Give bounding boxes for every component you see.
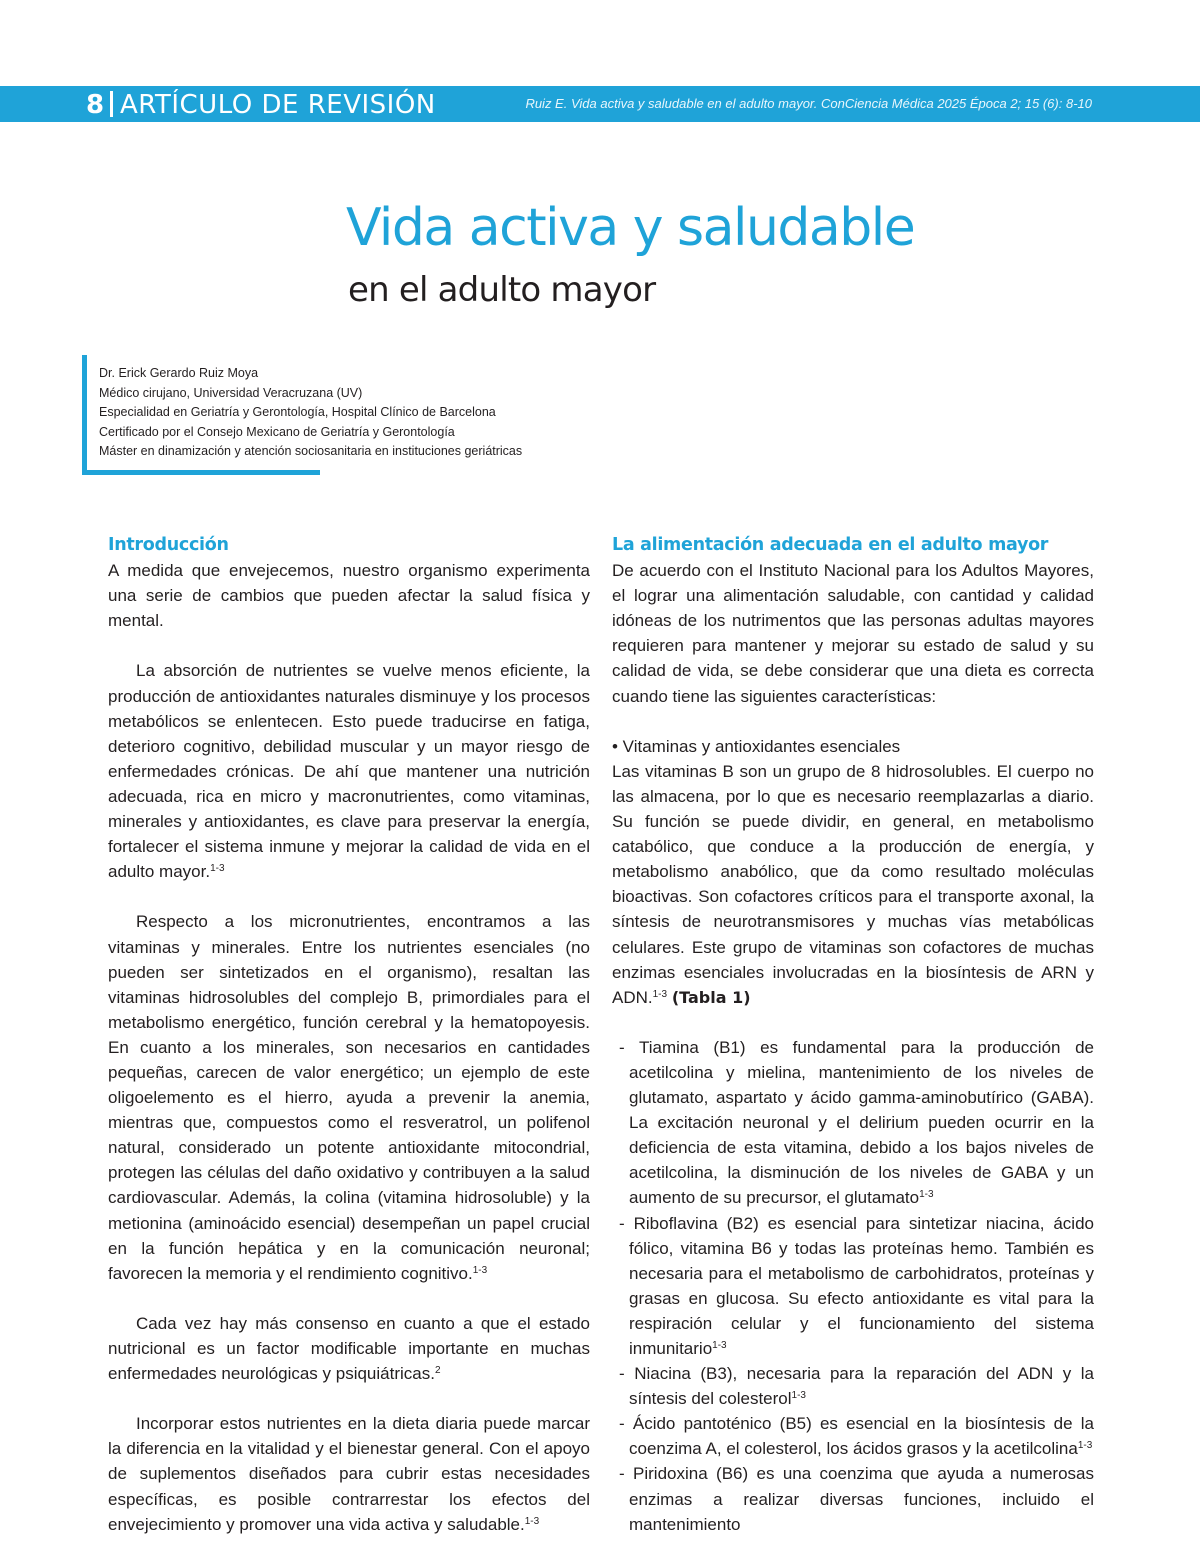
list-item-text: Riboflavina (B2) es esencial para sintetizar niacina, ácido fólico, vitamina B6 y todas las proteínas hemo. También es necesaria para el metabolismo de carbohidratos, proteínas y grasas en glucosa. Su efecto antioxidante es vital para la respiración celular y el funcionamiento del sistema inmunitario [629,1213,1094,1358]
left-column [108,533,590,1537]
section-heading-intro: Introducción [108,535,229,555]
list-item [612,1211,1094,1362]
section-heading-nutrition: La alimentación adecuada en el adulto mayor [612,535,1049,555]
author-name: Dr. Erick Gerardo Ruiz Moya [99,366,259,380]
paragraph-text: Las vitaminas B son un grupo de 8 hidrosolubles. El cuerpo no las almacena, por lo que es necesario reemplazarlas a diario. Su función se puede dividir, en general, en metabolismo catabólico, que conduce a la producción de energía, y metabolismo anabólico, que da como resultado moléculas bioactivas. Son cofactores críticos para el transporte axonal, la síntesis de neurotransmisores y muchas vías metabólicas celulares. Este grupo de vitaminas son cofactores de muchas enzimas esenciales involucradas en la biosíntesis de ARN y ADN. [612,761,1094,1007]
author-credential: Médico cirujano, Universidad Veracruzana (UV) [99,385,363,400]
author-block [99,364,522,462]
right-column [612,533,1094,1537]
citation-ref: 1-3 [1077,1440,1093,1452]
author-credential: Certificado por el Consejo Mexicano de Geriatría y Gerontología [99,424,455,439]
bullet-item: • Vitaminas y antioxidantes esenciales [612,736,901,756]
author-accent-underline [82,470,320,475]
list-item-text: Piridoxina (B6) es una coenzima que ayuda a numerosas enzimas a realizar diversas funciones, incluido el mantenimiento [629,1464,1094,1534]
author-credential: Máster en dinamización y atención sociosanitaria en instituciones geriátricas [99,444,523,458]
citation-ref: 1-3 [524,1515,540,1527]
citation-ref: 1-3 [791,1390,806,1402]
paragraph [612,558,1094,709]
list-item-text: Ácido pantoténico (B5) es esencial en la biosíntesis de la coenzima A, el colesterol, los ácidos grasos y la acetilcolina [629,1414,1095,1459]
paragraph [108,558,590,633]
author-accent-bar [82,355,87,475]
list-item-text: Niacina (B3), necesaria para la reparación del ADN y la síntesis del colesterol [629,1364,1094,1409]
article-subtitle: en el adulto mayor [348,270,656,310]
author-credential: Especialidad en Geriatría y Gerontología, Hospital Clínico de Barcelona [99,405,496,419]
list-item [612,1461,1094,1536]
list-item [612,1361,1094,1411]
citation-ref: 1-3 [652,988,668,1000]
citation-ref: 2 [434,1365,441,1377]
paragraph [108,909,590,1285]
page-number: 8 [86,90,105,120]
vitamin-list [612,1035,1094,1537]
paragraph-text: La absorción de nutrientes se vuelve menos eficiente, la producción de antioxidantes naturales disminuye y los procesos metabólicos se enlentecen. Esto puede traducirse en fatiga, deterioro cognitivo, debilidad muscular y un mayor riesgo de enfermedades crónicas. De ahí que mantener una nutrición adecuada, rica en micro y macronutrientes, como vitaminas, minerales y antioxidantes, es clave para preservar la energía, fortalecer el sistema inmune y mejorar la calidad de vida en el adulto mayor. [108,661,590,882]
paragraph [612,759,1094,1010]
section-label: ARTÍCULO DE REVISIÓN [120,90,436,120]
paragraph [108,658,590,884]
list-item [612,1411,1094,1461]
header-divider [110,91,113,117]
paragraph-text: Respecto a los micronutrientes, encontramos a las vitaminas y minerales. Entre los nutrientes esenciales (no pueden ser sintetizados en el organismo), resaltan las vitaminas hidrosolubles del complejo B, primordiales para el metabolismo energético, función cerebral y la hematopoyesis. En cuanto a los minerales, son necesarios en cantidades pequeñas, carecen de valor energético; un ejemplo de este oligoelemento es el hierro, ayuda a prevenir la anemia, mientras que, compuestos como el resveratrol, un polifenol natural, considerado un potente antioxidante mitocondrial, protegen las células del daño oxidativo y contribuyen a la salud cardiovascular. Además, la colina (vitamina hidrosoluble) y la metionina (aminoácido esencial) desempeñan un papel crucial en la función hepática y en la comunicación neuronal; favorecen la memoria y el rendimiento cognitivo. [108,912,590,1283]
paragraph [108,1311,590,1386]
citation-ref: 1-3 [210,863,225,875]
citation-ref: 1-3 [712,1340,727,1351]
paragraph-text: Cada vez hay más consenso en cuanto a que el estado nutricional es un factor modificable importante en muchas enfermedades neurológicas y psiquiátricas. [108,1313,590,1384]
paragraph-text: A medida que envejecemos, nuestro organismo experimenta una serie de cambios que pueden afectar la salud física y mental. [108,561,590,631]
table-reference: (Tabla 1) [671,987,751,1007]
paragraph [108,1411,590,1536]
article-title: Vida activa y saludable [346,198,915,258]
paragraph-text: De acuerdo con el Instituto Nacional para los Adultos Mayores, el lograr una alimentación saludable, con cantidad y calidad idóneas de los nutrimentos que las personas adultas mayores requieren para mantener y mejorar su estado de salud y su calidad de vida, se debe considerar que una dieta es correcta cuando tiene las siguientes características: [612,561,1094,706]
running-header [0,86,1200,122]
citation-line: Ruiz E. Vida activa y saludable en el adulto mayor. ConCiencia Médica 2025 Época 2; 15 (6): 8-10 [525,96,1092,111]
list-item-text: Tiamina (B1) es fundamental para la producción de acetilcolina y mielina, mantenimiento de los niveles de glutamato, aspartato y ácido gamma-aminobutírico (GABA). La excitación neuronal y el delirium pueden ocurrir en la deficiencia de esta vitamina, debido a los bajos niveles de acetilcolina, la disminución de los niveles de GABA y un aumento de su precursor, el glutamato [629,1037,1094,1208]
citation-ref: 1-3 [472,1264,488,1276]
citation-ref: 1-3 [919,1189,934,1201]
paragraph-text: Incorporar estos nutrientes en la dieta diaria puede marcar la diferencia en la vitalidad y el bienestar general. Con el apoyo de suplementos diseñados para cubrir estas necesidades específicas, es posible contrarrestar los efectos del envejecimiento y promover una vida activa y saludable. [108,1414,590,1534]
list-item [612,1035,1094,1211]
